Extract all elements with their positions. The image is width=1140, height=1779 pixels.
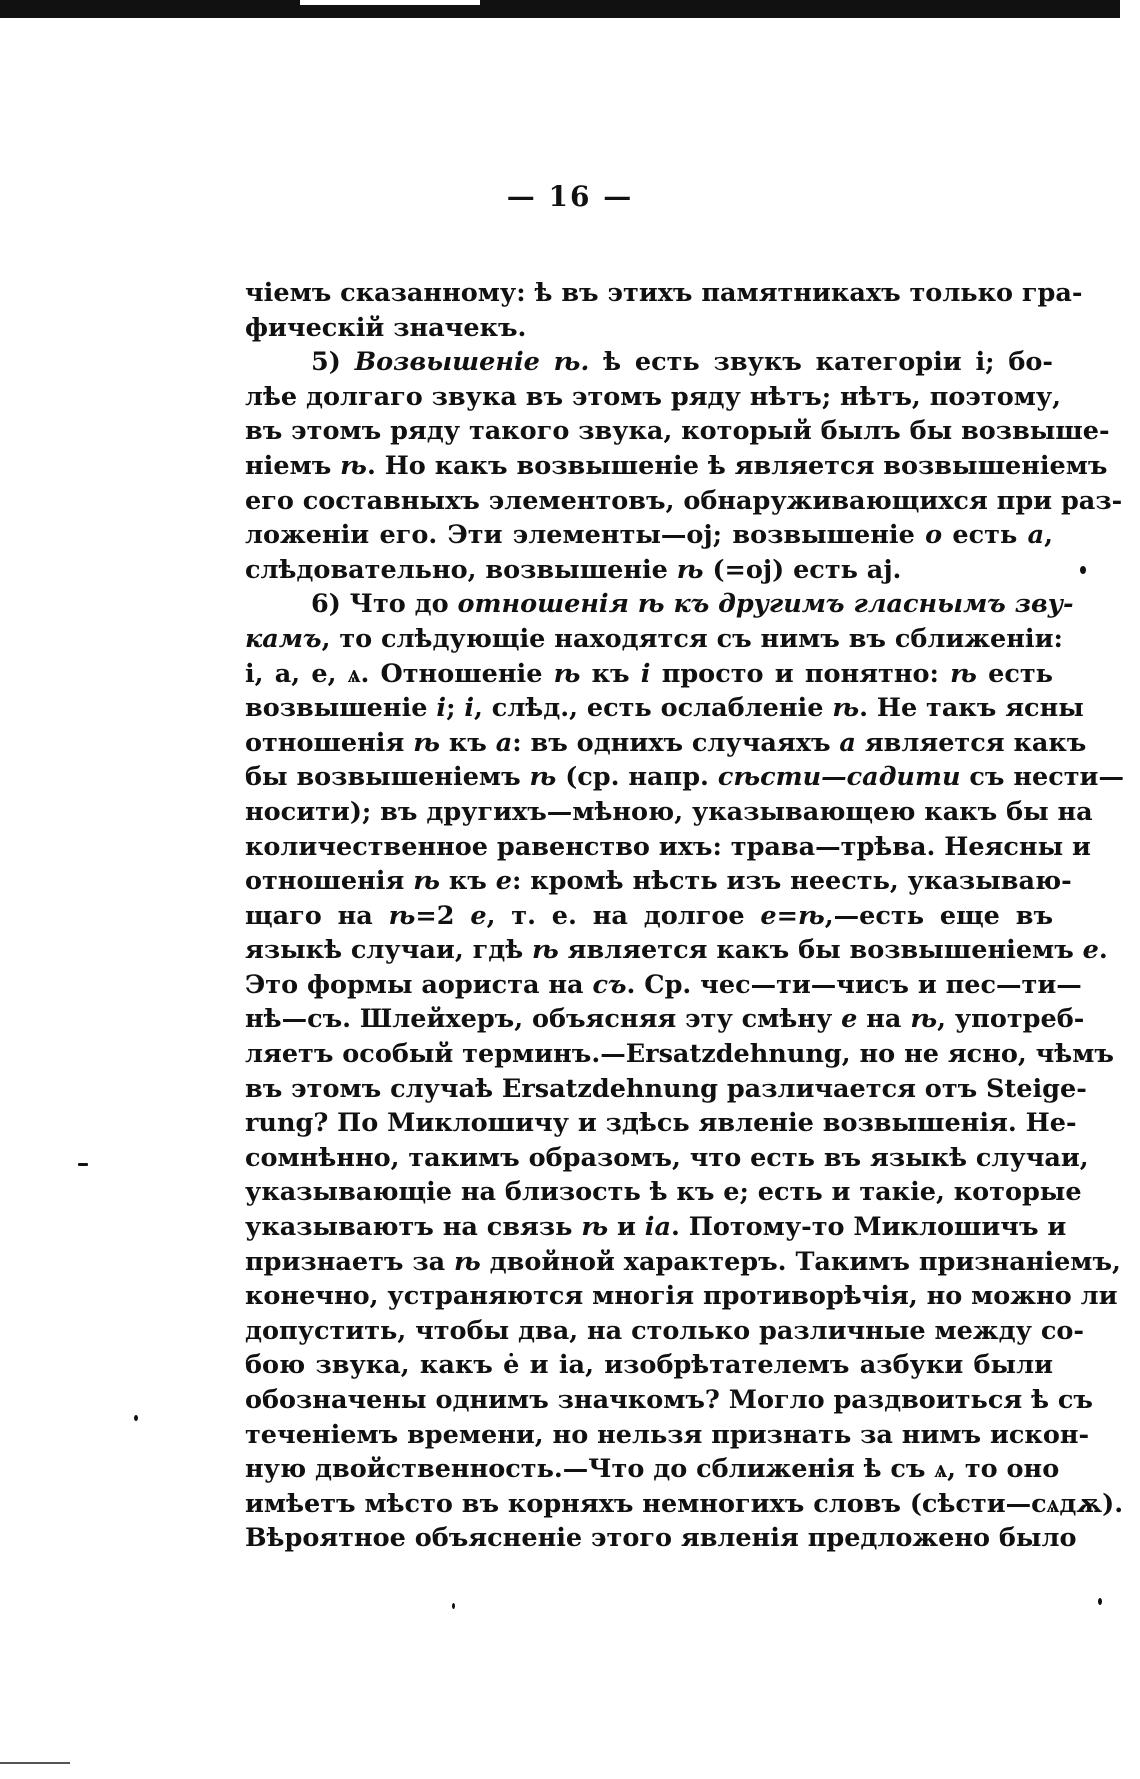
text-line [245, 553, 1053, 588]
text-run: возвышеніе [245, 693, 437, 724]
text-line [245, 899, 1053, 934]
text-run: теченіемъ времени, но нельзя признать за нимъ искон- [245, 1419, 1090, 1450]
text-line [245, 1002, 1085, 1037]
text-line [245, 414, 1110, 449]
text-run: количественное равенство ихъ: трава—трѣва. Неясны и [245, 831, 1091, 862]
text-run: и [608, 1212, 645, 1243]
italic-run: ѣ [413, 727, 440, 758]
text-line [245, 1487, 1124, 1522]
text-run: (ср. напр. [556, 762, 718, 793]
italic-run: е [495, 866, 512, 897]
text-run: , т. е. на долгое [486, 900, 761, 931]
page-number: — 16 — [506, 180, 634, 213]
text-line [245, 968, 1082, 1003]
italic-run: а [1027, 520, 1045, 551]
text-run: есть [976, 658, 1053, 689]
top-scan-border [0, 0, 1120, 18]
text-line [245, 380, 1062, 415]
text-run: обозначены однимъ значкомъ? Могло раздвоиться ѣ съ [245, 1385, 1093, 1415]
text-run: съ нести— [960, 762, 1124, 793]
text-line [245, 1141, 1089, 1176]
text-run: конечно, устраняются многія противорѣчія, но можно ли [245, 1281, 1118, 1312]
italic-run: ѣ [676, 554, 704, 585]
text-run: указываютъ на связь [245, 1212, 582, 1243]
text-run: чіемъ сказанному: ѣ въ этихъ памятникахъ только гра- [245, 278, 1083, 308]
text-run: двойной характеръ. Такимъ признаніемъ, [480, 1246, 1121, 1277]
italic-run: е [470, 900, 487, 931]
text-run: признаетъ за [245, 1246, 455, 1277]
italic-run: Возвышеніе ѣ. [354, 347, 590, 378]
text-line [245, 1383, 1093, 1418]
text-run: носити); въ другихъ—мѣною, указывающею какъ бы на [245, 796, 1093, 827]
text-line [245, 484, 1123, 519]
italic-run: ѣ [950, 658, 977, 689]
italic-run: а [839, 727, 856, 758]
text-run: , [1044, 520, 1053, 551]
scan-speck [1080, 566, 1086, 574]
italic-run: і [436, 693, 447, 724]
text-line [245, 276, 1083, 311]
italic-run: ѣ [388, 900, 416, 931]
text-line [245, 1452, 1060, 1487]
italic-run: ѣ [832, 693, 860, 724]
text-run: щаго на [245, 900, 389, 931]
italic-run: ѣ [454, 1246, 481, 1277]
text-run: въ этомъ ряду такого звука, который былъ бы возвыше- [245, 416, 1110, 447]
text-run: сомнѣнно, такимъ образомъ, что есть въ языкѣ случаи, [245, 1142, 1089, 1173]
text-run: языкѣ случаи, гдѣ [245, 935, 533, 966]
italic-run: е=ѣ [760, 900, 825, 931]
italic-run: о [925, 520, 943, 551]
text-run: Это формы аориста на [245, 969, 593, 1000]
text-run: Вѣроятное объясненіе этого явленія предложено было [245, 1523, 1077, 1554]
text-run: , употреб- [937, 1004, 1085, 1035]
text-run: на [857, 1004, 911, 1035]
text-line [245, 726, 1087, 761]
text-line [245, 1279, 1118, 1314]
text-line [245, 1314, 1084, 1349]
text-line [245, 1037, 1114, 1072]
text-run: , то слѣдующіе находятся съ нимъ въ сближеніи: [321, 623, 1063, 654]
italic-run: ѣ [529, 762, 557, 793]
text-run: отношенія [245, 727, 414, 758]
text-run: слѣдовательно, возвышеніе [245, 554, 677, 585]
text-run: бы возвышеніемъ [245, 762, 530, 793]
text-line [245, 518, 1053, 553]
bottom-scan-mark [0, 1762, 70, 1764]
text-line [245, 1106, 1077, 1141]
italic-run: ѣ [910, 1004, 938, 1035]
text-run: 5) [311, 347, 355, 378]
text-line [245, 1348, 1053, 1383]
text-run: 6) Что до [311, 589, 458, 620]
text-line [245, 345, 1053, 380]
text-run: просто и понятно: [650, 658, 951, 689]
text-run: къ [439, 727, 496, 758]
text-line [245, 622, 1063, 657]
italic-run: съ [592, 969, 627, 1000]
italic-run: і [640, 658, 651, 689]
text-run: ложеніи его. Эти элементы—оj; возвышеніе [245, 520, 926, 551]
text-run: къ [580, 658, 641, 689]
text-line [245, 691, 1084, 726]
text-run: есть [942, 520, 1028, 551]
text-line [245, 933, 1108, 968]
text-run: ную двойственность.—Что до сближенія ѣ съ ѧ, то оно [245, 1454, 1060, 1485]
text-run: въ этомъ случаѣ Ersatzdehnung различается отъ Steige- [245, 1073, 1087, 1104]
text-run: къ [439, 866, 496, 897]
italic-run: ѣ [340, 450, 367, 481]
text-run: отношенія [245, 866, 414, 897]
text-run: фическій значекъ. [245, 312, 527, 343]
text-run: ляетъ особый терминъ.—Ersatzdehnung, но не ясно, чѣмъ [245, 1039, 1114, 1070]
scan-speck [1098, 1598, 1102, 1605]
text-run: rung? По Миклошичу и здѣсь явленіе возвышенія. Не- [245, 1108, 1077, 1139]
text-line [245, 311, 1053, 346]
text-run: і, а, е, ѧ. Отношеніе [245, 658, 554, 689]
text-line [245, 830, 1091, 865]
text-run: =2 [415, 900, 471, 931]
italic-run: ѣ [553, 658, 581, 689]
italic-run: камъ [245, 623, 322, 654]
text-run: . Но какъ возвышеніе ѣ является возвышеніемъ [366, 450, 1108, 481]
text-line [245, 795, 1093, 830]
text-run: . [1098, 935, 1108, 966]
text-run: является какъ бы возвышеніемъ [558, 935, 1083, 966]
text-run: . Потому-то Миклошичъ и [671, 1212, 1067, 1243]
text-run: бою звука, какъ ė и іа, изобрѣтателемъ азбуки были [245, 1350, 1053, 1381]
text-run: . Не такъ ясны [859, 693, 1084, 724]
text-run: допустить, чтобы два, на столько различные между со- [245, 1315, 1084, 1346]
text-run: . Ср. чес—ти—чисъ и пес—ти— [626, 969, 1082, 1000]
text-line [245, 657, 1053, 692]
text-line [245, 1072, 1087, 1107]
italic-run: а [495, 727, 513, 758]
text-run: ,—есть еще въ [824, 900, 1054, 931]
italic-run: ѣ [581, 1212, 609, 1243]
italic-run: ѣ [532, 935, 559, 966]
text-run: нѣ—съ. Шлейхеръ, объясняя эту смѣну [245, 1004, 842, 1035]
text-run: : въ однихъ случаяхъ [512, 727, 840, 758]
text-line [245, 1418, 1090, 1453]
italic-run: е [841, 1004, 858, 1035]
scan-speck [78, 1163, 88, 1166]
scan-speck [452, 1603, 455, 1609]
text-line [245, 587, 1074, 622]
italic-run: іа [644, 1212, 672, 1243]
text-line [245, 864, 1072, 899]
text-run: ; [446, 693, 465, 724]
text-line [245, 1245, 1121, 1280]
text-line [245, 1210, 1067, 1245]
text-line [245, 1175, 1082, 1210]
text-run: (=оj) есть аj. [703, 554, 902, 585]
text-run: ѣ есть звукъ категоріи і; бо- [589, 347, 1054, 378]
italic-run: ѣ [413, 866, 440, 897]
text-line [245, 760, 1124, 795]
text-run: является какъ [855, 727, 1087, 758]
top-scan-border-gap [300, 0, 480, 5]
text-run: имѣетъ мѣсто въ корняхъ немногихъ словъ (сѣсти—сѧдѫ). [245, 1488, 1124, 1519]
scan-speck [134, 1415, 138, 1421]
text-line [245, 1521, 1077, 1556]
italic-run: е [1082, 935, 1099, 966]
text-run: его составныхъ элементовъ, обнаруживающихся при раз- [245, 485, 1123, 516]
italic-run: отношенія ѣ къ другимъ гласнымъ зву- [457, 589, 1074, 620]
text-line [245, 449, 1108, 484]
text-run: : кромѣ нѣсть изъ неесть, указываю- [511, 866, 1072, 897]
italic-run: і [464, 693, 475, 724]
text-run: , слѣд., есть ослабленіе [474, 693, 833, 724]
body-text [245, 276, 1124, 1556]
text-run: ніемъ [245, 450, 341, 481]
text-run: указывающіе на близость ѣ къ е; есть и такіе, которые [245, 1177, 1082, 1208]
italic-run: сѣсти—садити [717, 762, 961, 793]
text-run: лѣе долгаго звука въ этомъ ряду нѣтъ; нѣтъ, поэтому, [245, 381, 1062, 412]
